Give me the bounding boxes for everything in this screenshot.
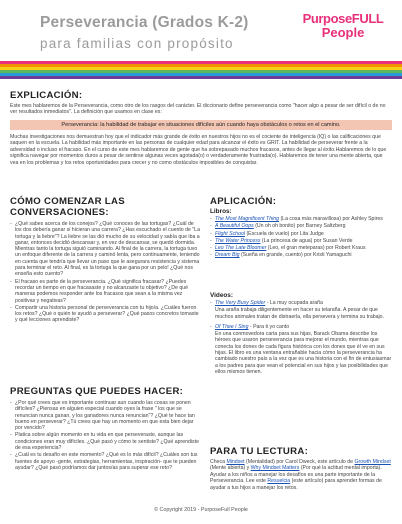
aplicacion-heading: APLICACIÓN: [210, 196, 277, 207]
conversaciones-list [10, 221, 200, 325]
list-item: - Platica sobre algún momento en tu vida en que perseveraste, aunque las condiciones eran muy difíciles. ¿Qué pasó y cómo te sentiste? ¿Qué aprendiste de esa experiencia? [10, 432, 200, 451]
lectura-body [210, 459, 392, 491]
conversaciones-heading-line2: CONVERSACIONES: [10, 207, 109, 218]
book-description: (La princesa de agua) por Susan Verde [260, 237, 353, 244]
book-description: (La cosa más maravillosa) por Ashley Spires [279, 216, 383, 222]
video-subtitle: - Para ti yo canto [248, 323, 290, 330]
video-item [210, 324, 392, 375]
conversaciones-heading [10, 196, 125, 218]
libros-label: Libros: [210, 208, 232, 215]
videos-list [210, 300, 392, 376]
explicacion-body: Muchas investigaciones nos demuestran hoy que el indicador más grande de éxito en nuestros hijos no es el cociente de inteligencia (IQ) o las calificaciones que saquen en la escuela. La habilidad más importante en las personas de cualquier edad para alcanzar el éxito es GRIT. La habilidad de perseverar frente a la adversidad o incluso el fracaso. En el curso de este mes hablaremos de gente que ha sobrepasado muchos fracasos, antes de llegar al éxito.Hablaremos de lo que significa navegar por momentos duros a pesar de sentirse algunas veces agotada(o) o verdaderamente frustrada(o). Hablaremos de tener una mente abierta, que vea en los problemas y los retos oportunidades para crecer y no como obstáculos imposibles de conquistar. [10, 134, 387, 166]
logo-text-line1: PurposeFULL [302, 11, 384, 26]
lectura-text: (Mente abierta) y [210, 465, 251, 472]
explicacion-intro: Este mes hablaremos de la Perseverancia, como otro de los rasgos del carácter. El diccionario define perseverancia como "hacer algo a pesar de ser difícil o de no ver resultados inmediatos". La definición que usamos en clase es: [10, 103, 386, 116]
video-subtitle: - La muy ocupada araña [265, 300, 323, 306]
growth-mindset-link[interactable]: Growth Mindset [354, 459, 391, 465]
explicacion-heading: EXPLICACIÓN: [10, 90, 83, 101]
book-item [210, 223, 392, 229]
lectura-heading: PARA TU LECTURA: [210, 446, 309, 457]
conversaciones-heading-line1: CÓMO COMENZAR LAS [10, 196, 125, 207]
stripe-6 [0, 76, 402, 79]
video-description: Una araña trabaja diligentemente en hacer su telaraña. A pesar de que muchos animales tratan de distraerla, ella persevera y termina su trabajo. [215, 307, 384, 320]
book-item [210, 216, 392, 222]
book-description: (Sueña en grande, cuento) por Kristi Yamaguchi [239, 252, 352, 259]
color-stripes [0, 61, 402, 83]
preguntas-heading: PREGUNTAS QUE PUEDES HACER: [10, 386, 184, 397]
book-link[interactable]: Flight School [215, 230, 245, 237]
list-item: - ¿Qué sabes acerca de los conejos? ¿Qué conoces de las tortugas? ¿Cuál de los dos debería ganar si hicieran una carrera? ¿Has escuchado el cuento de "La tortuga y la liebre"? La liebre se las dió mucho de su velocidad y sabía que iba a ganar, entonces decidió descansar y, en vez de descansar, se quedó dormida. Mientras tanto la tortuga siguió caminando. Al final de la carrera, la tortuga tuvo un enfoque diferente de la carrera y caminó lenta, pero continuamente, teniendo en cuenta que tendría que llevar un paso que le asegurara resistencia y sistema para terminar el reto. Al final, es la tortuga la que gana por un pelo! ¿Qué nos enseña esto cuento? [10, 221, 200, 278]
brand-logo [302, 12, 384, 39]
libros-list [210, 216, 392, 260]
list-item: - Compartir una historia personal de perseverancia con tu hijo/a. ¿Cuáles fueron los retos? ¿Qué o quién te ayudó a perseverar? ¿Qué pasos concretos tomaste y qué lecciones aprendiste? [10, 305, 200, 324]
lectura-text: Checa [210, 459, 227, 465]
page-subtitle: para familias con propósito [40, 36, 234, 51]
mindset-link[interactable]: Mindset [226, 459, 245, 465]
list-item: - El fracaso es parte de la perseverancia. ¿Qué significa fracasar? ¿Puedes recordar un tiempo en que fracasaste y no alcanzaste tu objetivo? ¿De qué maneras podemos responder ante los fracasos que sean a la misma vez positivas y negativas? [10, 279, 200, 304]
lectura-text: (este artículo) para aprender formas de ayudar a tus hijos a manejar los retos. [210, 478, 382, 491]
book-description: (Un oh oh bonito) por Barney Saltzberg [253, 223, 346, 230]
video-link[interactable]: The Very Busy Spider [215, 300, 266, 306]
book-description: (Leo, el gran meteparas) por Robert Kraus [266, 245, 366, 252]
video-item [210, 300, 392, 320]
preguntas-list [10, 400, 200, 472]
book-description: (Escuela de vuelo) por Lita Judge [245, 230, 324, 237]
book-item [210, 238, 392, 244]
book-item [210, 231, 392, 237]
resiliencia-link[interactable]: Resuelcia [267, 478, 291, 485]
why-mindset-matters-link[interactable]: Why Mindset Matters [250, 465, 300, 472]
videos-label: Videos: [210, 292, 233, 299]
list-item: - ¿Cuál es tu desafío en este momento? ¿Qué es lo más difícil? ¿Cuáles son tus fuentes de apoyo -gente, estrategias, herramientas, inspiración- que te pueden ayudar? ¿Qué pasó podríamos dar juntos/as para superar ese reto? [10, 452, 200, 471]
page-title: Perseverancia (Grados K-2) [40, 14, 249, 31]
book-link[interactable]: Leo The Late Bloomer [215, 245, 267, 252]
logo-text-line2: People [321, 25, 365, 40]
book-link[interactable]: Dream Big [215, 252, 240, 259]
book-link[interactable]: The Water Princess [215, 237, 261, 244]
book-item [210, 245, 392, 251]
book-link[interactable]: The Most Magnificent Thing [215, 216, 280, 222]
list-item: - ¿Por qué crees que es importante continuar aun cuando las cosas se ponen difíciles? ¿Piensas en alguien especial cuando oyes la frase " los que se renuncian nunca ganan, y los ganadores nunca renuncian"? ¿Qué te hace tan bueno en perseverar? ¿Tú crees que hay un momento en que esta bien dejar por vencido? [10, 400, 200, 431]
lectura-text: (Mentalidad) por Carol Dweck, este artículo de [244, 459, 355, 465]
video-description: En una conmovedora carta para sus hijas, Barack Obama describe los héroes que usaron perseverancia para mejorar el mundo, mientras que conecta los dones de cada figura histórica con los dones que él ve en sus hijas. El libro es una ventana entrañable hacia cómo la perseverancia ha cambiado nuestro país a la vez que es una historia con el fin de entusiasmar a los padres para que vean el potencial en sus hijos y las posibilidades que ellos mismos tienen. [215, 331, 392, 375]
book-link[interactable]: A Beautiful Oops [215, 223, 254, 230]
definition-highlight: Perseverancia: la habilidad de trabajar en situaciones difíciles aún cuando haya obstáculos o retos en el camino. [10, 120, 392, 130]
video-link[interactable]: Of Thee I Sing [215, 323, 249, 330]
book-item [210, 252, 392, 258]
lectura-text: (Por qué la actitud mental importa). Ayudar a los niños a manejar los desafíos es una parte importante de la Perseverancia. Lee este [210, 465, 382, 485]
copyright-footer: © Copyright 2019 - PurposeFull People [154, 507, 248, 513]
